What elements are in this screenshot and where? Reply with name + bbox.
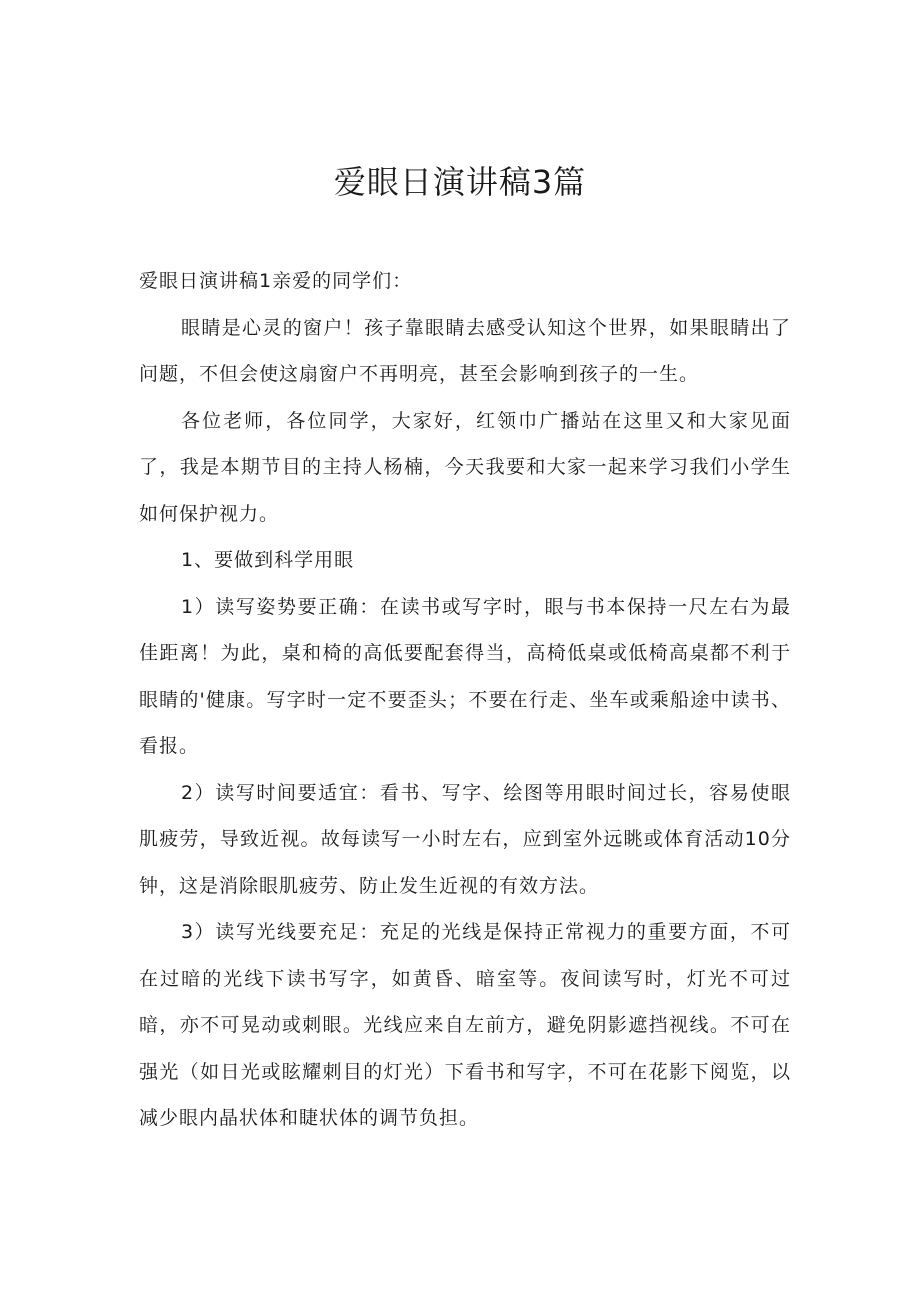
paragraph-light: 3）读写光线要充足：充足的光线是保持正常视力的重要方面，不可在过暗的光线下读书写字，如黄昏、暗室等。夜间读写时，灯光不可过暗，亦不可晃动或刺眼。光线应来自左前方，避免阴影遮挡视线。不可在强光（如日光或眩耀刺目的灯光）下看书和写字，不可在花影下阅览，以减少眼内晶状体和睫状体的调节负担。: [139, 921, 791, 1129]
paragraph-posture: 1）读写姿势要正确：在读书或写字时，眼与书本保持一尺左右为最佳距离！为此，桌和椅的高低要配套得当，高椅低桌或低椅高桌都不利于眼睛的'健康。写字时一定不要歪头；不要在行走、坐车或乘船途中读书、看报。: [139, 595, 791, 757]
paragraph-intro: 眼睛是心灵的窗户！孩子靠眼睛去感受认知这个世界，如果眼睛出了问题，不但会使这扇窗户不再明亮，甚至会影响到孩子的一生。: [139, 316, 791, 385]
section-heading-1: 1、要做到科学用眼: [181, 549, 355, 571]
document-title: 爱眼日演讲稿3篇: [333, 163, 587, 201]
paragraph-greeting: 爱眼日演讲稿1亲爱的同学们：: [139, 270, 413, 292]
paragraph-time: 2）读写时间要适宜：看书、写字、绘图等用眼时间过长，容易使眼肌疲劳，导致近视。故每读写一小时左右，应到室外远眺或体育活动10分钟，这是消除眼肌疲劳、防止发生近视的有效方法。: [139, 781, 791, 897]
paragraph-host: 各位老师，各位同学，大家好，红领巾广播站在这里又和大家见面了，我是本期节目的主持人杨楠，今天我要和大家一起来学习我们小学生如何保护视力。: [139, 409, 791, 525]
document-body: [139, 258, 791, 1142]
